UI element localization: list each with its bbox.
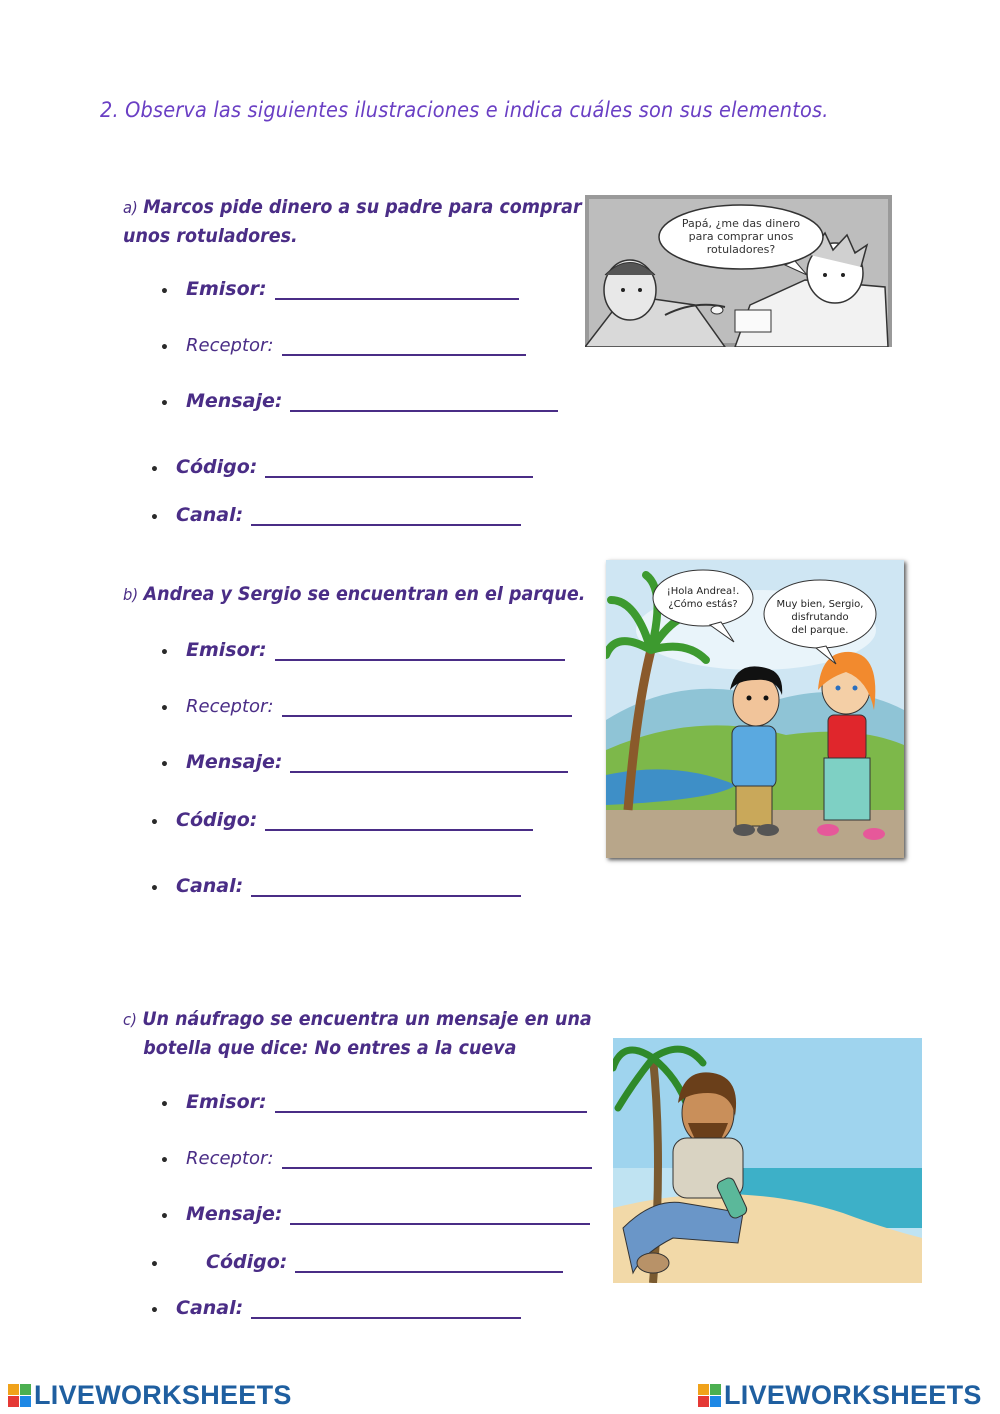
- illustration-father-son: [585, 195, 892, 347]
- speech-a-line2: para comprar unos: [688, 230, 794, 243]
- answer-blank-b-receptor[interactable]: [282, 695, 572, 717]
- field-row-c-mensaje: [160, 1203, 590, 1225]
- prompt-c-line2: botella que dice: No entres a la cueva: [143, 1037, 517, 1059]
- field-row-a-emisor: [160, 278, 519, 300]
- field-label-canal: Canal:: [176, 1297, 244, 1319]
- field-row-b-emisor: [160, 639, 565, 661]
- field-row-b-receptor: [160, 695, 572, 717]
- answer-blank-a-emisor[interactable]: [275, 278, 519, 300]
- bullet-icon: •: [150, 881, 159, 897]
- prompt-a-letter: a): [123, 198, 138, 217]
- prompt-a-line2: unos rotuladores.: [123, 225, 298, 247]
- footer-logo-right: [698, 1380, 982, 1411]
- field-label-codigo: Código:: [176, 809, 258, 831]
- field-label-mensaje: Mensaje:: [186, 390, 283, 412]
- field-row-a-codigo: [150, 456, 533, 478]
- field-row-b-canal: [150, 875, 521, 897]
- bullet-icon: •: [160, 645, 169, 661]
- prompt-b-letter: b): [123, 585, 139, 604]
- bullet-icon: •: [150, 462, 159, 478]
- speech-b-right-line2: disfrutando: [791, 612, 849, 623]
- answer-blank-c-receptor[interactable]: [282, 1147, 592, 1169]
- field-row-c-emisor: [160, 1091, 587, 1113]
- field-row-b-codigo: [150, 809, 533, 831]
- field-row-a-canal: [150, 504, 521, 526]
- illustration-castaway: [613, 1038, 922, 1283]
- answer-blank-c-canal[interactable]: [251, 1297, 521, 1319]
- illustration-park: [606, 560, 904, 858]
- speech-a-line3: rotuladores?: [706, 243, 776, 256]
- field-row-c-codigo: [150, 1251, 563, 1273]
- field-label-receptor: Receptor:: [186, 335, 274, 356]
- castaway-drawing: [613, 1038, 922, 1283]
- field-row-b-mensaje: [160, 751, 568, 773]
- bullet-icon: •: [160, 1097, 169, 1113]
- instruction-title: 2. Observa las siguientes ilustraciones e indica cuáles son sus elementos.: [100, 98, 829, 122]
- bullet-icon: •: [150, 815, 159, 831]
- prompt-b-line1: Andrea y Sergio se encuentran en el parque.: [143, 583, 586, 605]
- field-row-a-receptor: [160, 334, 526, 356]
- answer-blank-a-mensaje[interactable]: [290, 390, 558, 412]
- father-son-drawing: [585, 195, 892, 347]
- bullet-icon: •: [160, 396, 169, 412]
- field-label-mensaje: Mensaje:: [186, 1203, 283, 1225]
- field-row-c-receptor: [160, 1147, 592, 1169]
- field-label-receptor: Receptor:: [186, 696, 274, 717]
- answer-blank-a-receptor[interactable]: [282, 334, 526, 356]
- field-label-mensaje: Mensaje:: [186, 751, 283, 773]
- field-label-canal: Canal:: [176, 875, 244, 897]
- bullet-icon: •: [160, 1209, 169, 1225]
- bullet-icon: •: [160, 757, 169, 773]
- prompt-c-letter: c): [123, 1010, 137, 1029]
- speech-b-right-line3: del parque.: [791, 625, 849, 636]
- speech-b-left-line2: ¿Cómo estás?: [668, 599, 738, 610]
- answer-blank-c-mensaje[interactable]: [290, 1203, 590, 1225]
- prompt-b: [123, 580, 585, 609]
- speech-b-left-line1: ¡Hola Andrea!.: [666, 586, 740, 597]
- field-row-c-canal: [150, 1297, 521, 1319]
- bullet-icon: •: [160, 340, 169, 356]
- footer-logo-left: [8, 1380, 292, 1411]
- field-label-codigo: Código:: [206, 1251, 288, 1273]
- bullet-icon: •: [160, 284, 169, 300]
- logo-blocks-icon: [698, 1384, 721, 1407]
- speech-a-line1: Papá, ¿me das dinero: [681, 217, 801, 230]
- park-drawing: [606, 560, 904, 858]
- answer-blank-a-codigo[interactable]: [265, 456, 533, 478]
- answer-blank-b-mensaje[interactable]: [290, 751, 568, 773]
- field-label-canal: Canal:: [176, 504, 244, 526]
- field-label-receptor: Receptor:: [186, 1148, 274, 1169]
- footer-brand-left: LIVEWORKSHEETS: [34, 1380, 292, 1410]
- field-row-a-mensaje: [160, 390, 558, 412]
- speech-b-right-line1: Muy bien, Sergio,: [776, 599, 864, 610]
- prompt-c-line1: Un náufrago se encuentra un mensaje en una: [142, 1008, 592, 1030]
- answer-blank-a-canal[interactable]: [251, 504, 521, 526]
- answer-blank-c-codigo[interactable]: [295, 1251, 563, 1273]
- field-label-codigo: Código:: [176, 456, 258, 478]
- answer-blank-b-canal[interactable]: [251, 875, 521, 897]
- bullet-icon: •: [150, 1303, 159, 1319]
- bullet-icon: •: [160, 701, 169, 717]
- prompt-a: [123, 193, 582, 250]
- answer-blank-b-emisor[interactable]: [275, 639, 565, 661]
- answer-blank-c-emisor[interactable]: [275, 1091, 587, 1113]
- bullet-icon: •: [150, 1257, 159, 1273]
- logo-blocks-icon: [8, 1384, 31, 1407]
- prompt-c: [123, 1005, 592, 1062]
- field-label-emisor: Emisor:: [186, 639, 267, 661]
- field-label-emisor: Emisor:: [186, 1091, 267, 1113]
- answer-blank-b-codigo[interactable]: [265, 809, 533, 831]
- prompt-a-line1: Marcos pide dinero a su padre para comprar: [143, 196, 582, 218]
- bullet-icon: •: [160, 1153, 169, 1169]
- bullet-icon: •: [150, 510, 159, 526]
- field-label-emisor: Emisor:: [186, 278, 267, 300]
- footer-brand-right: LIVEWORKSHEETS: [724, 1380, 982, 1410]
